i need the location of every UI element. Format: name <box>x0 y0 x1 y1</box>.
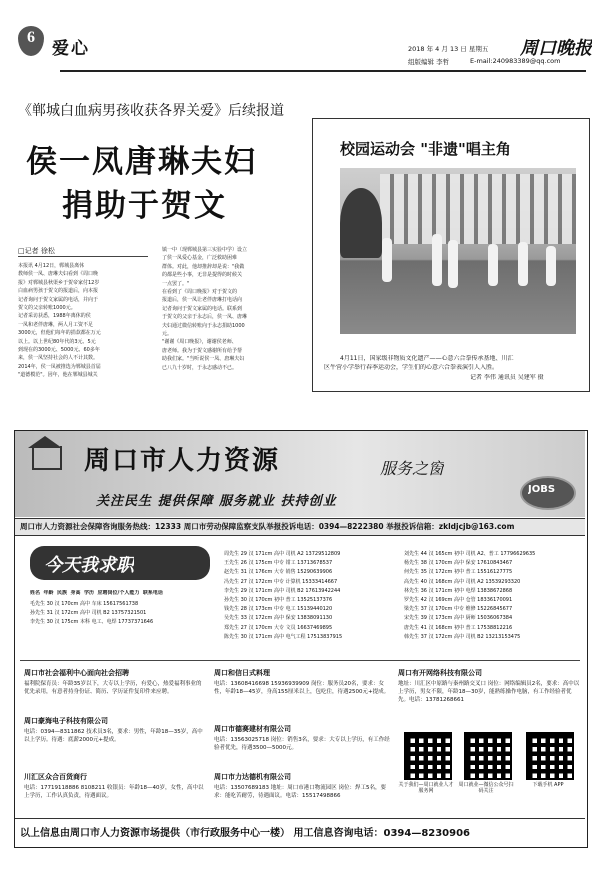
article2-headline: 校园运动会 "非遗"唱主角 <box>340 140 511 158</box>
cell: 170cm <box>255 624 273 631</box>
cell: 15516127775 <box>477 569 513 576</box>
cell: 汉 <box>54 601 60 607</box>
cell: 初中 <box>453 587 464 594</box>
cell: 28 <box>240 606 247 613</box>
cell: 大专 <box>273 569 284 576</box>
cell: 刘先生 <box>404 551 420 557</box>
article-headline-line2: 捐助于贺文 <box>62 188 227 224</box>
text-line: 到现在的3000元、5000元、60多年 <box>18 347 100 354</box>
section-title: 爱心 <box>52 39 90 59</box>
table-row <box>30 618 220 627</box>
cell: 普工 <box>465 569 476 576</box>
seekers-right-table <box>404 550 580 642</box>
article-byline: □记者 徐松 <box>18 247 55 255</box>
cell: 车床 <box>91 601 102 607</box>
table-row <box>224 605 400 614</box>
cell: 汉 <box>54 619 60 625</box>
cell: 31 <box>46 610 53 616</box>
student-figure <box>432 234 442 286</box>
cell: 本科 <box>79 619 90 625</box>
cell: 中专 <box>453 606 464 613</box>
seekers-mid-table <box>224 550 400 642</box>
text-line: 本报讯 4月12日，郸城县离休 <box>18 263 85 269</box>
cell: 17513837915 <box>307 633 343 640</box>
seekers-table-header <box>30 590 218 596</box>
job-description: 地址：川汇区中原路与秦州路交叉口 岗位：网络编辑员2名，要求：高中以上学历，男女不限，年龄18—30岁，能熟练操作电脑，有工作经验者优先。电话：13781268661 <box>398 681 580 703</box>
cell: 汉 <box>248 624 254 631</box>
cell: 13539293320 <box>485 578 521 585</box>
ad-title: 周口市人力资源 <box>84 446 281 476</box>
cell: 普工 <box>285 597 296 604</box>
text-line: 夫妇通过微信转账向于永志捐助1000 <box>162 322 245 329</box>
cell: 165cm <box>435 551 453 557</box>
cell: 吴先生 <box>224 615 240 622</box>
cell: 冯先生 <box>224 578 240 585</box>
cell: 孙先生 <box>224 597 240 604</box>
text-line: 记者询问于贺文家属的电话，并向于 <box>18 296 99 303</box>
cell: 司机 B2 <box>285 587 304 594</box>
cell: 初中 <box>273 597 284 604</box>
text-line: "道德模范"。因年，他在郸城县城关 <box>18 372 98 379</box>
cell: 王先生 <box>224 560 240 567</box>
cell: 高中 <box>453 597 464 604</box>
company-name: 周口市社会福利中心面向社会招聘 <box>24 669 129 677</box>
student-figure <box>488 244 498 286</box>
text-line: 的都是些小事，无非是提得的时候关 <box>162 272 243 279</box>
text-line: "谢谢《周口晚报》，谢谢侯老师、 <box>162 339 237 346</box>
cell: 厨师 <box>465 615 476 622</box>
cell: 13757321501 <box>111 610 147 616</box>
cell: 31 <box>240 569 247 576</box>
table-row <box>404 550 580 559</box>
job-description: 电话：17719118886 8108211 收银员：年龄18—40岁，女性，高中以上学历，工作认真负责，待遇面议。 <box>24 785 204 799</box>
school-photo <box>340 168 576 334</box>
text-line: 在看到了《周口晚报》对于贺文的 <box>162 289 238 296</box>
text-line: 记者询问于贺文家属的电话。联系到 <box>162 305 243 312</box>
ad-title-suffix: 服务之窗 <box>380 459 445 478</box>
photo-caption-line1: 4月11日，国家级非物质文化遗产——心意六合拳传承基地、川汇 <box>340 355 514 362</box>
cell: 韩先生 <box>404 633 420 640</box>
student-figure <box>448 240 458 288</box>
table-row <box>404 633 580 642</box>
table-row <box>224 633 400 642</box>
col-education: 学历 <box>84 590 95 596</box>
table-row <box>30 609 220 618</box>
job-description: 电话：13563025718 岗位：销售3名，要求：大专以上学历，有工作经验者优先，待遇3500—5000元。 <box>214 737 390 751</box>
cell: 高先生 <box>404 578 420 585</box>
qr-label: 下载手机 APP <box>532 782 564 788</box>
text-line: 群体。对此，他却推辞却是说："我做 <box>162 263 245 270</box>
cell: 赵先生 <box>224 569 240 576</box>
cell: 汉 <box>428 633 434 640</box>
col-name: 姓名 <box>30 590 41 596</box>
cell: 30 <box>240 597 247 604</box>
table-row <box>404 559 580 568</box>
cell: 33 <box>240 615 247 622</box>
cell: 汉 <box>248 597 254 604</box>
cell: 高中 <box>273 615 284 622</box>
text-line: 记者采访获悉，1988年离休的侯 <box>18 313 91 320</box>
cell: 汉 <box>428 551 434 557</box>
cell: 汉 <box>54 610 60 616</box>
cell: 电焊 <box>465 587 476 594</box>
cell: 保安 <box>465 560 476 567</box>
cell: 172cm <box>435 569 453 576</box>
cell: 13213153475 <box>485 633 521 640</box>
cell: 司机 B2 <box>91 610 110 616</box>
cell: 汉 <box>248 606 254 613</box>
header-rule <box>60 70 586 72</box>
cell: 汉 <box>248 587 254 594</box>
cell: 27 <box>240 578 247 585</box>
job-description: 电话：13608416698 15936939909 岗位：服务员20名，要求：女性，年龄18—45岁，身高155厘米以上，包吃住，待遇2500元+提成。 <box>214 681 390 695</box>
cell: 15226845677 <box>477 606 513 613</box>
cell: 中专 <box>273 578 284 585</box>
cell: 171cm <box>255 551 273 557</box>
cell: 钱先生 <box>224 606 240 613</box>
cell: 电工、电焊 <box>91 619 117 625</box>
cell: 175cm <box>255 560 273 567</box>
cell: 高中 <box>273 633 284 640</box>
cell: 陈先生 <box>224 633 240 640</box>
cell: 高中 <box>273 551 284 557</box>
cell: 173cm <box>435 615 453 622</box>
editor-line: 组版编辑 李哲 <box>408 58 450 66</box>
newspaper-logo: 周口晚报 <box>520 38 592 59</box>
cell: 汉 <box>428 606 434 613</box>
cell: 汉 <box>428 569 434 576</box>
page-number: 6 <box>27 29 35 46</box>
cell: 司机 A2、普工 <box>465 551 499 557</box>
qr-code-icon[interactable] <box>526 732 574 780</box>
cell: 172cm <box>255 578 273 585</box>
recruit-col-2 <box>214 668 390 816</box>
cell: 13713678537 <box>297 560 333 567</box>
cell: 高中 <box>453 560 464 567</box>
job-description: 电话：0394—8311862 技术员3名，要求：男性，年龄18—35岁，高中以上学历。待遇：底薪2000元+提成。 <box>24 729 203 743</box>
ad-slogan: 关注民生 提供保障 服务就业 扶持创业 <box>96 494 337 509</box>
text-line: 以上。以上世纪80年代的3元、5元 <box>18 338 96 345</box>
cell: 高中 <box>79 610 90 616</box>
company-name: 周口豪海电子科技有限公司 <box>24 717 108 725</box>
table-row <box>224 559 400 568</box>
cell: 170cm <box>61 601 79 607</box>
cell: 170cm <box>255 597 273 604</box>
cell: 汉 <box>248 615 254 622</box>
cell: 13729512809 <box>305 551 341 557</box>
company-name: 周口市力达德机有限公司 <box>214 773 291 781</box>
student-figure <box>518 242 528 286</box>
text-line: 一凤和老伴唐琳，两人月工资不足 <box>18 321 94 328</box>
cell: 汉 <box>428 587 434 594</box>
ad-footer-text: 以上信息由周口市人力资源市场提供（市行政服务中心一楼） 用工信息咨询电话：0394—8230906 <box>20 828 471 839</box>
cell: 17538812216 <box>477 624 513 631</box>
table-row <box>224 596 400 605</box>
cell: 文员 <box>285 624 296 631</box>
issue-date: 2018 年 4 月 13 日 星期五 <box>408 45 489 53</box>
cell: 高中 <box>273 587 284 594</box>
company-name: 周口有开网络科技有限公司 <box>398 669 482 677</box>
cell: 172cm <box>255 615 273 622</box>
cell: 29 <box>240 551 247 557</box>
text-line: 唐老师。我为于贺文感谢所有给予帮 <box>162 347 243 354</box>
cell: 30 <box>240 633 247 640</box>
cell: 172cm <box>61 610 79 616</box>
cell: 26 <box>240 560 247 567</box>
hotline-text: 周口市人力资源社会保障咨询服务热线：12333 周口市劳动保障监察支队举报投诉电话：0394—8222380 举报投诉信箱：zkldjcjb@163.com <box>20 522 515 531</box>
text-line: 3000元，但他们每年的捐款都在万元 <box>18 330 101 337</box>
cell: 汉 <box>428 578 434 585</box>
student-figure <box>382 238 392 282</box>
cell: 销售 <box>285 569 296 576</box>
article1-column-2 <box>162 246 302 372</box>
cell: 15036067384 <box>477 615 513 622</box>
seekers-left-table <box>30 600 220 627</box>
job-description: 福利院保育员：年龄35岁以下，大专以上学历，有爱心，热爱福利事业的优先录用，有意者持身份证、简历、学历证件复印件来应聘。 <box>24 681 202 695</box>
cell: 41 <box>420 624 427 631</box>
cell: 杨先生 <box>404 560 420 567</box>
cell: 李先生 <box>224 587 240 594</box>
cell: 普工 <box>465 624 476 631</box>
tree <box>340 188 382 258</box>
cell: 宋先生 <box>404 615 420 622</box>
cell: 13525137376 <box>297 597 333 604</box>
table-row <box>404 568 580 577</box>
cell: 汉 <box>428 624 434 631</box>
cell: 36 <box>420 587 427 594</box>
student-figure <box>546 246 556 286</box>
cell: 高中 <box>453 578 464 585</box>
cell: 唐先生 <box>404 624 420 631</box>
text-line: 贺文的父亲转账1000元。 <box>18 305 76 312</box>
cell: 梁先生 <box>404 606 420 613</box>
cell: 何先生 <box>404 569 420 576</box>
cell: 15333414667 <box>302 578 338 585</box>
col-ethnicity: 民族 <box>57 590 68 596</box>
photo-caption-line2: 区牛营小学举行春季运动会，学生们的心意六合拳表演引人入胜。 <box>324 364 499 371</box>
school-building <box>380 174 576 244</box>
cell: 175cm <box>61 619 79 625</box>
cell: 44 <box>420 551 427 557</box>
cell: 中专 <box>273 560 284 567</box>
cell: 初中 <box>453 624 464 631</box>
text-line: 白血病男孩于贺文的报道后，向本报 <box>18 288 99 295</box>
email-line: E-mail:240983389@qq.com <box>470 57 561 65</box>
cell: 171cm <box>255 633 273 640</box>
table-row <box>404 578 580 587</box>
cell: 高中 <box>453 615 464 622</box>
cell: 钳工 <box>285 560 296 567</box>
recruit-col-3 <box>398 668 580 728</box>
text-line: 来，侯一凤坚持社会的人不计其数。 <box>18 355 99 362</box>
cell: 16637469895 <box>297 624 333 631</box>
cell: 汉 <box>248 633 254 640</box>
company-name: 周口市德赛建材有限公司 <box>214 725 291 733</box>
seekers-banner: 今天我求职 <box>44 555 134 576</box>
cell: 司机 B2 <box>465 633 484 640</box>
text-line: 2014年，侯一凤被推选为郸城县首届 <box>18 363 101 370</box>
cell: 电工 <box>285 606 296 613</box>
byline-rule <box>18 256 148 257</box>
text-line: 教师侯一凤、唐琳夫妇看到《周口晚 <box>18 271 99 278</box>
house-logo-icon <box>32 446 62 470</box>
cell: 171cm <box>255 587 273 594</box>
text-line: 助我们家。"当听说侯一凤、唐琳夫妇 <box>162 356 245 363</box>
cell: 罗先生 <box>404 597 420 604</box>
table-row <box>404 614 580 623</box>
table-row <box>224 614 400 623</box>
cell: 37 <box>420 633 427 640</box>
cell: 17613942244 <box>305 587 341 594</box>
cell: 172cm <box>435 633 453 640</box>
qr-code-icon[interactable] <box>464 732 512 780</box>
cell: 17610843467 <box>477 560 513 567</box>
cell: 仓管 <box>465 597 476 604</box>
table-row <box>404 624 580 633</box>
cell: 初中 <box>453 551 464 557</box>
cell: 周先生 <box>224 551 240 557</box>
cell: 汉 <box>248 569 254 576</box>
photo-credit: 记者 李伟 通讯员 吴建军 摄 <box>470 374 544 381</box>
cell: 司机 A2 <box>465 578 484 585</box>
text-line: 于贺文的父亲于永志后，侯一凤、唐琳 <box>162 314 248 321</box>
text-line: 已八九十岁时，于永志感动不已。 <box>162 364 238 371</box>
cell: 司机 A2 <box>285 551 304 557</box>
cell: 38 <box>420 560 427 567</box>
section-divider <box>20 660 580 661</box>
cell: 汉 <box>428 560 434 567</box>
cell: 初中 <box>453 569 464 576</box>
cell: 汉 <box>248 578 254 585</box>
cell: 郑先生 <box>224 624 240 631</box>
text-line: 报道后，侯一凤让老伴唐琳打电话向 <box>162 297 243 304</box>
cell: 30 <box>46 601 53 607</box>
cell: 高中 <box>79 601 90 607</box>
cell: 42 <box>420 597 427 604</box>
text-line: 一点罢了。" <box>162 280 190 287</box>
text-line: 元。 <box>162 331 173 338</box>
cell: 汉 <box>248 560 254 567</box>
col-height: 身高 <box>70 590 81 596</box>
article-kicker: 《郸城白血病男孩收获各界关爱》后续报道 <box>18 103 284 119</box>
cell: 汉 <box>428 597 434 604</box>
cell: 保安 <box>285 615 296 622</box>
article-headline-line1: 侯一凤唐琳夫妇 <box>26 144 257 180</box>
cell: 176cm <box>255 569 273 576</box>
cell: 汉 <box>428 615 434 622</box>
cell: 35 <box>420 569 427 576</box>
qr-label: 关于我们—周口就业人才服务网 <box>398 782 454 794</box>
cell: 汉 <box>248 551 254 557</box>
cell: 林先生 <box>404 587 420 594</box>
table-row <box>224 587 400 596</box>
cell: 168cm <box>435 624 453 631</box>
cell: 37 <box>420 606 427 613</box>
table-row <box>224 624 400 633</box>
cell: 孙先生 <box>30 610 46 616</box>
cell: 17737371646 <box>118 619 154 625</box>
col-position: 应聘岗位/个人能力 <box>97 590 140 596</box>
table-row <box>224 550 400 559</box>
recruit-col-1 <box>24 668 204 816</box>
company-name: 川汇区众合百货商行 <box>24 773 87 781</box>
cell: 170cm <box>435 560 453 567</box>
cell: 13838672868 <box>477 587 513 594</box>
table-row <box>404 587 580 596</box>
cell: 维修 <box>465 606 476 613</box>
table-row <box>30 600 220 609</box>
cell: 大专 <box>273 624 284 631</box>
col-phone: 联系电话 <box>142 590 163 596</box>
cell: 168cm <box>435 578 453 585</box>
cell: 13838091130 <box>297 615 333 622</box>
table-row <box>224 578 400 587</box>
jobs-badge: JOBS <box>528 484 556 495</box>
cell: 毛先生 <box>30 601 46 607</box>
cell: 170cm <box>435 606 453 613</box>
article1-column-1 <box>18 262 156 380</box>
cell: 173cm <box>255 606 273 613</box>
company-name: 周口和信日式料理 <box>214 669 270 677</box>
job-description: 电话：13507689183 地址：周口市港口物流园区 岗位：焊工5名，要求：能吃苦耐劳，待遇面议。电话：15517498866 <box>214 785 386 799</box>
text-line: 镇一中（现郸城县第三实验中学）设立 <box>162 247 248 253</box>
cell: 15617561738 <box>103 601 139 607</box>
cell: 高中 <box>453 633 464 640</box>
text-line: 报》对郸城县秋渠乡于贺帝家付12岁 <box>18 279 100 286</box>
cell: 171cm <box>435 587 453 594</box>
qr-label: 周口就业—微信公众号扫码关注 <box>458 782 514 794</box>
cell: 169cm <box>435 597 453 604</box>
cell: 计算机 <box>285 578 301 585</box>
cell: 40 <box>420 578 427 585</box>
cell: 30 <box>46 619 53 625</box>
text-line: 了侯一凤爱心基金，广泛救助困难 <box>162 255 238 262</box>
cell: 17796629635 <box>500 551 536 557</box>
table-row <box>404 596 580 605</box>
table-row <box>224 568 400 577</box>
cell: 18336170091 <box>477 597 513 604</box>
cell: 39 <box>420 615 427 622</box>
cell: 李先生 <box>30 619 46 625</box>
cell: 15139440120 <box>297 606 333 613</box>
col-age: 年龄 <box>43 590 54 596</box>
house-roof-icon <box>28 436 62 448</box>
cell: 29 <box>240 587 247 594</box>
cell: 15290639906 <box>297 569 333 576</box>
cell: 中专 <box>273 606 284 613</box>
qr-code-icon[interactable] <box>404 732 452 780</box>
cell: 电气工程 <box>285 633 306 640</box>
table-row <box>404 605 580 614</box>
cell: 27 <box>240 624 247 631</box>
